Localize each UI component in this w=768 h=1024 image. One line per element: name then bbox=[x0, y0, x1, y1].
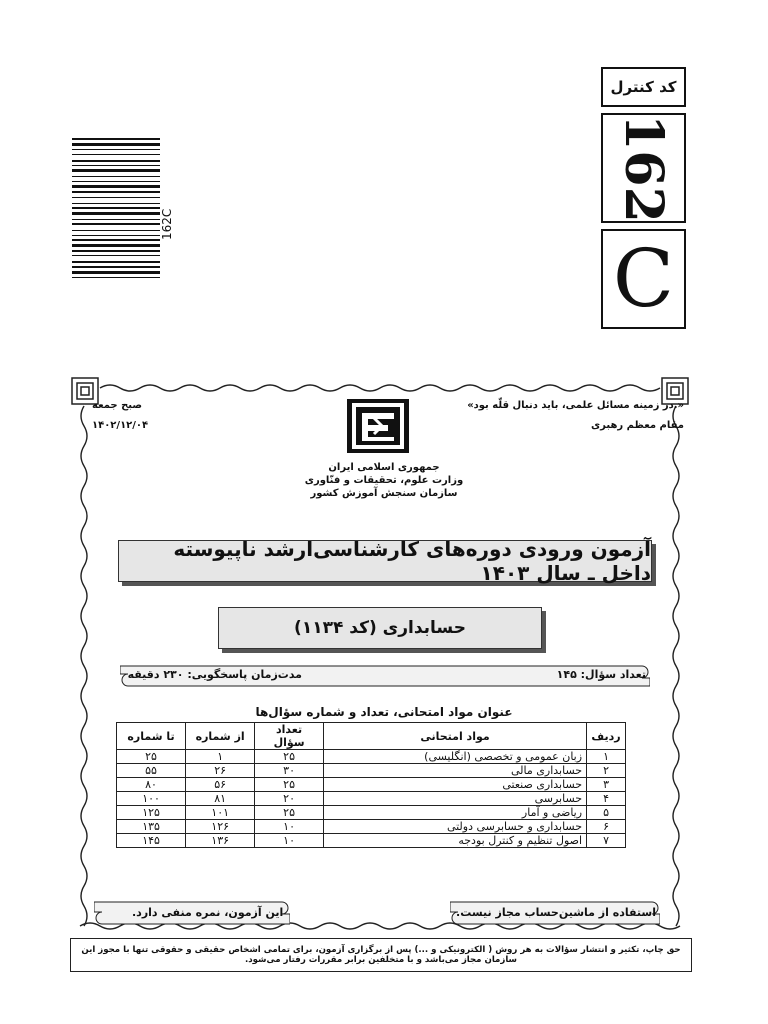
control-code-label: کد کنترل bbox=[601, 67, 686, 107]
ministry-line2: وزارت علوم، تحقیقات و فنّاوری bbox=[304, 475, 464, 486]
copyright-notice: حق چاپ، تکثیر و انتشار سؤالات به هر روش ( الکترونیکی و ...) پس از برگزاری آزمون، برای تمامی اشخاص حقیقی و حقوقی تنها با مجوز این سازمان مجاز می‌باشد و با متخلفین برابر مقررات رفتار می‌شود. bbox=[70, 938, 692, 972]
table-row: ۶ حسابداری و حسابرسی دولتی ۱۰ ۱۲۶ ۱۳۵ bbox=[117, 820, 626, 834]
table-row: ۳ حسابداری صنعتی ۲۵ ۵۶ ۸۰ bbox=[117, 778, 626, 792]
session-date: ۱۴۰۲/۱۲/۰۴ bbox=[92, 420, 149, 431]
table-row: ۲ حسابداری مالی ۳۰ ۲۶ ۵۵ bbox=[117, 764, 626, 778]
header-to-number: تا شماره bbox=[117, 723, 186, 750]
subjects-table-title: عنوان مواد امتحانی، تعداد و شماره سؤال‌ها bbox=[255, 705, 513, 719]
session-block bbox=[92, 396, 148, 436]
ministry-block bbox=[284, 461, 484, 500]
answer-duration: مدت‌زمان پاسخگویی: ۲۳۰ دقیقه bbox=[127, 668, 302, 681]
negative-score-note: این آزمون، نمره منفی دارد. bbox=[132, 906, 284, 919]
barcode bbox=[72, 138, 160, 278]
question-count: تعداد سؤال: ۱۴۵ bbox=[556, 668, 646, 681]
header-from-number: از شماره bbox=[186, 723, 255, 750]
table-row: ۴ حسابرسی ۲۰ ۸۱ ۱۰۰ bbox=[117, 792, 626, 806]
header-subject: مواد امتحانی bbox=[323, 723, 586, 750]
table-row: ۷ اصول تنظیم و کنترل بودجه ۱۰ ۱۳۶ ۱۴۵ bbox=[117, 834, 626, 848]
organization-logo-icon bbox=[346, 398, 410, 454]
subject-title-banner: حسابداری (کد ۱۱۳۴) bbox=[218, 607, 542, 649]
control-code-letter: C bbox=[601, 229, 686, 329]
header-question-count: تعداد سؤال bbox=[255, 723, 324, 750]
quote-text: «در زمینه مسائل علمی، باید دنبال قلّه بود.» bbox=[467, 400, 684, 411]
subjects-table bbox=[116, 722, 626, 848]
quote-block bbox=[467, 396, 684, 436]
ministry-line1: جمهوری اسلامی ایران bbox=[328, 462, 440, 473]
ministry-line3: سازمان سنجش آموزش کشور bbox=[310, 488, 458, 499]
table-row: ۵ ریاضی و آمار ۲۵ ۱۰۱ ۱۲۵ bbox=[117, 806, 626, 820]
table-header-row bbox=[117, 723, 626, 750]
header-row-number: ردیف bbox=[587, 723, 626, 750]
quote-author: مقام معظم رهبری bbox=[590, 420, 684, 431]
exam-title-banner: آزمون ورودی دوره‌های کارشناسی‌ارشد ناپیوسته داخل ـ سال ۱۴۰۳ bbox=[118, 540, 652, 582]
barcode-text: 162C bbox=[160, 208, 174, 240]
ornamental-frame bbox=[70, 376, 690, 933]
table-row: ۱ زبان عمومی و تخصصی (انگلیسی) ۲۵ ۱ ۲۵ bbox=[117, 750, 626, 764]
control-code-number-box bbox=[601, 113, 686, 223]
calculator-note: استفاده از ماشین‌حساب مجاز نیست. bbox=[456, 906, 656, 919]
session-label: صبح جمعه bbox=[92, 400, 143, 411]
control-code-number: 162 bbox=[613, 113, 675, 223]
